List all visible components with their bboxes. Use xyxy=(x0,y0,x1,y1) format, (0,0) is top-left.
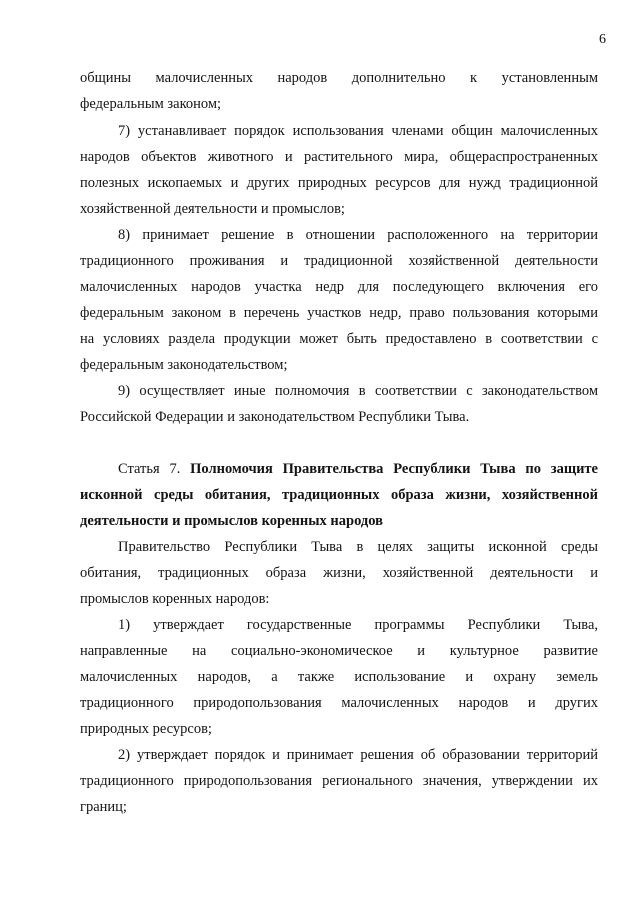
text-line: границ; xyxy=(80,799,127,815)
text-line: обитания, традиционных образа жизни, хозяйственной деятельности и xyxy=(80,565,598,581)
text-line: федеральным законом; xyxy=(80,96,222,112)
text-line: хозяйственной деятельности и промыслов; xyxy=(80,201,345,217)
text-line: природных ресурсов; xyxy=(80,721,212,737)
text-line: федеральным законом в перечень участков недр, право пользования которыми xyxy=(80,305,598,321)
text-line: 8) принимает решение в отношении расположенного на территории xyxy=(118,227,598,243)
text-line: федеральным законодательством; xyxy=(80,357,288,373)
article-heading-line xyxy=(118,460,598,478)
text-line: общины малочисленных народов дополнительно к установленным xyxy=(80,70,598,86)
text-line: 7) устанавливает порядок использования членами общин малочисленных xyxy=(118,123,598,139)
text-line: малочисленных народов участка недр для последующего включения его xyxy=(80,279,598,295)
article-title-line: исконной среды обитания, традиционных образа жизни, хозяйственной xyxy=(80,487,598,503)
article-title: Полномочия Правительства Республики Тыва по защите xyxy=(190,461,598,477)
text-line: 1) утверждает государственные программы Республики Тыва, xyxy=(118,617,598,633)
text-line: полезных ископаемых и других природных ресурсов для нужд традиционной xyxy=(80,175,598,191)
text-line: 2) утверждает порядок и принимает решения об образовании территорий xyxy=(118,747,598,763)
text-line: направленные на социально-экономическое и культурное развитие xyxy=(80,643,598,659)
text-line: малочисленных народов, а также использование и охрану земель xyxy=(80,669,598,685)
text-line: традиционного проживания и традиционной хозяйственной деятельности xyxy=(80,253,598,269)
article-number: Статья 7. xyxy=(118,461,191,477)
text-line: традиционного природопользования регионального значения, утверждении их xyxy=(80,773,598,789)
text-line: Российской Федерации и законодательством Республики Тыва. xyxy=(80,409,470,425)
text-line: традиционного природопользования малочисленных народов и других xyxy=(80,695,598,711)
page-number: 6 xyxy=(599,32,606,47)
text-line: народов объектов животного и растительного мира, общераспространенных xyxy=(80,149,598,165)
article-title-line: деятельности и промыслов коренных народов xyxy=(80,513,383,529)
text-line: Правительство Республики Тыва в целях защиты исконной среды xyxy=(118,539,598,555)
text-line: 9) осуществляет иные полномочия в соответствии с законодательством xyxy=(118,383,598,399)
text-line: на условиях раздела продукции может быть предоставлено в соответствии с xyxy=(80,331,598,347)
text-line: промыслов коренных народов: xyxy=(80,591,270,607)
